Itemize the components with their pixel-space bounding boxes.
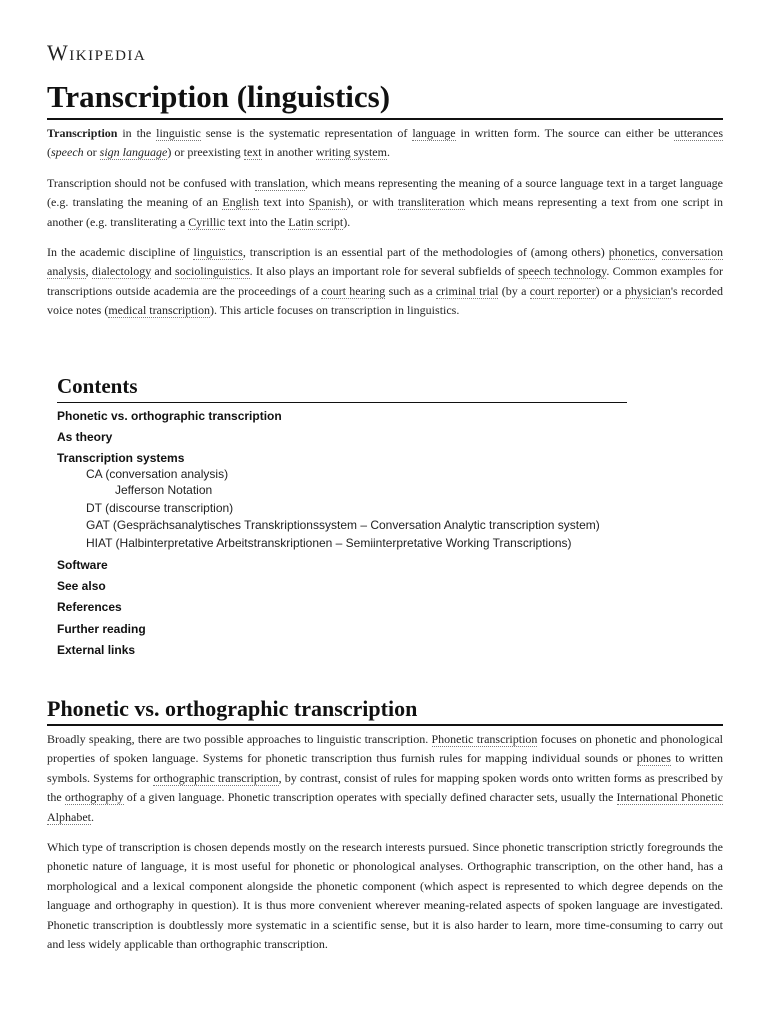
wiki-link[interactable]: Phonetic transcription [431, 732, 538, 746]
wiki-link[interactable]: language [412, 126, 456, 140]
wiki-link[interactable]: criminal trial [435, 283, 499, 298]
wiki-link[interactable]: phonetics [608, 245, 655, 259]
page-title: Transcription (linguistics) [47, 78, 723, 120]
wiki-link[interactable]: translation [254, 176, 306, 190]
toc-item[interactable]: CA (conversation analysis) [86, 467, 229, 481]
text-run: such as a [385, 283, 436, 298]
text-run: in written form. The source can either be [455, 126, 675, 140]
text-run: in the [117, 126, 157, 140]
text-run: Transcription should not be confused with [47, 176, 255, 190]
text-run: and [151, 264, 175, 279]
intro-paragraph-1 [47, 124, 723, 163]
text-run: focuses on phonetic and phonological properties of spoken language. Systems for phonetic transcription thus furnish rules for mapping individual sounds or [47, 732, 723, 766]
text-run: which means representing a text from one script in another (e.g. transliterating a [47, 195, 723, 229]
text-run: sense is the systematic representation of [200, 126, 413, 140]
wiki-link[interactable]: utterances [674, 126, 723, 140]
section-heading: Phonetic vs. orthographic transcription [47, 695, 723, 726]
wiki-link[interactable]: Spanish [308, 195, 347, 210]
bold-term: Transcription [47, 126, 118, 140]
intro-paragraph-2 [47, 174, 723, 232]
text-run: of a given language. Phonetic transcription operates with specially defined character sets, usually the [123, 790, 617, 805]
wiki-link[interactable]: linguistic [156, 126, 201, 140]
text-run: ). [343, 214, 351, 229]
wiki-link[interactable]: orthographic transcription [153, 770, 279, 785]
text-run: , [85, 264, 92, 279]
wiki-link[interactable]: sociolinguistics [174, 264, 250, 279]
toc-item[interactable]: References [57, 600, 122, 614]
section-paragraph-2 [47, 838, 723, 954]
wiki-link[interactable]: International Phonetic Alphabet [47, 790, 723, 824]
toc-item[interactable]: HIAT (Halbinterpretative Arbeitstranskriptionen – Semiinterpretative Working Transcriptions) [86, 536, 572, 550]
text-run: . [386, 145, 390, 160]
text-run: or [83, 145, 100, 160]
wikipedia-logo[interactable]: Wikipedia [47, 40, 147, 65]
wiki-link[interactable]: Cyrillic [188, 214, 225, 229]
intro-paragraph-3 [47, 243, 723, 321]
text-run: , transcription is an essential part of the methodologies of (among others) [242, 245, 609, 259]
text-run: , [654, 245, 662, 259]
wiki-link[interactable]: medical transcription [108, 303, 210, 318]
toc-item[interactable]: Phonetic vs. orthographic transcription [57, 409, 282, 423]
toc-item[interactable]: GAT (Gesprächsanalytisches Transkriptionssystem – Conversation Analytic transcription system) [86, 518, 600, 532]
text-run: ), or with [346, 195, 399, 210]
wiki-link[interactable]: physician [624, 283, 671, 298]
text-run: text into [258, 195, 309, 210]
text-run: . [91, 809, 94, 824]
text-run: , which means representing the meaning of a source language text in a target language (e.g. translating the meaning of an [47, 176, 723, 210]
wiki-link[interactable]: orthography [64, 790, 124, 805]
text-run: Broadly speaking, there are two possible approaches to linguistic transcription. [47, 732, 432, 746]
text-run: (by a [498, 283, 530, 298]
toc-item[interactable]: Software [57, 558, 108, 572]
text-run: ) or a [595, 283, 625, 298]
toc-item[interactable]: DT (discourse transcription) [86, 501, 234, 515]
text-run: text into the [224, 214, 289, 229]
table-of-contents [57, 372, 627, 403]
wiki-link[interactable]: dialectology [91, 264, 152, 279]
wiki-link[interactable]: conversation analysis [47, 245, 724, 279]
text-run: speech [51, 145, 84, 160]
wiki-link[interactable]: text [243, 145, 262, 160]
toc-item[interactable]: External links [57, 643, 136, 657]
wiki-link[interactable]: English [222, 195, 259, 210]
toc-item[interactable]: Further reading [57, 622, 146, 636]
toc-item[interactable]: Jefferson Notation [115, 483, 213, 497]
wiki-link[interactable]: court hearing [321, 283, 386, 298]
toc-item[interactable]: As theory [57, 430, 113, 444]
section-paragraph-1 [47, 730, 723, 827]
text-run: to written symbols. Systems for [47, 751, 723, 785]
text-run: ( [47, 145, 51, 160]
text-run: . It also plays an important role for several subfields of [249, 264, 518, 279]
toc-item[interactable]: See also [57, 579, 106, 593]
text-run: . Common examples for transcriptions outside academia are the proceedings of a [47, 264, 723, 298]
wiki-link[interactable]: Latin script [288, 214, 344, 229]
text-run: , by contrast, consist of rules for mapping spoken words onto written forms as prescribed by the [47, 770, 723, 805]
text-run: ) or preexisting [167, 145, 244, 160]
text-run: 's recorded voice notes ( [47, 283, 723, 318]
wiki-link[interactable]: linguistics [193, 245, 243, 259]
text-run: ). This article focuses on transcription in linguistics. [209, 303, 460, 318]
toc-heading: Contents [57, 372, 627, 403]
wiki-link[interactable]: transliteration [398, 195, 465, 210]
wiki-link[interactable]: speech technology [517, 264, 607, 279]
wiki-link[interactable]: phones [636, 751, 671, 766]
text-run: in another [261, 145, 316, 160]
wiki-link[interactable]: sign language [99, 145, 168, 160]
toc-item[interactable]: Transcription systems [57, 451, 185, 465]
wiki-link[interactable]: writing system [315, 145, 387, 160]
text-run: Which type of transcription is chosen depends mostly on the research interests pursued. Since phonetic transcription strictly foregrounds the phonetic nature of language, it is most useful for phonetic or phonological analyses. Orthographic transcription, on the other hand, has a morphological and a lexical component alongside the phonetic component (which aspect is represented to which degree depends on the language and orthography in question). It is thus more convenient wherever meaning-related aspects of spoken language are investigated. Phonetic transcription is doubtlessly more systematic in a scientific sense, but it is also harder to learn, more time-consuming to carry out and less widely applicable than orthographic transcription. [47, 840, 723, 952]
text-run: In the academic discipline of [47, 245, 194, 259]
wiki-link[interactable]: court reporter [529, 283, 596, 298]
